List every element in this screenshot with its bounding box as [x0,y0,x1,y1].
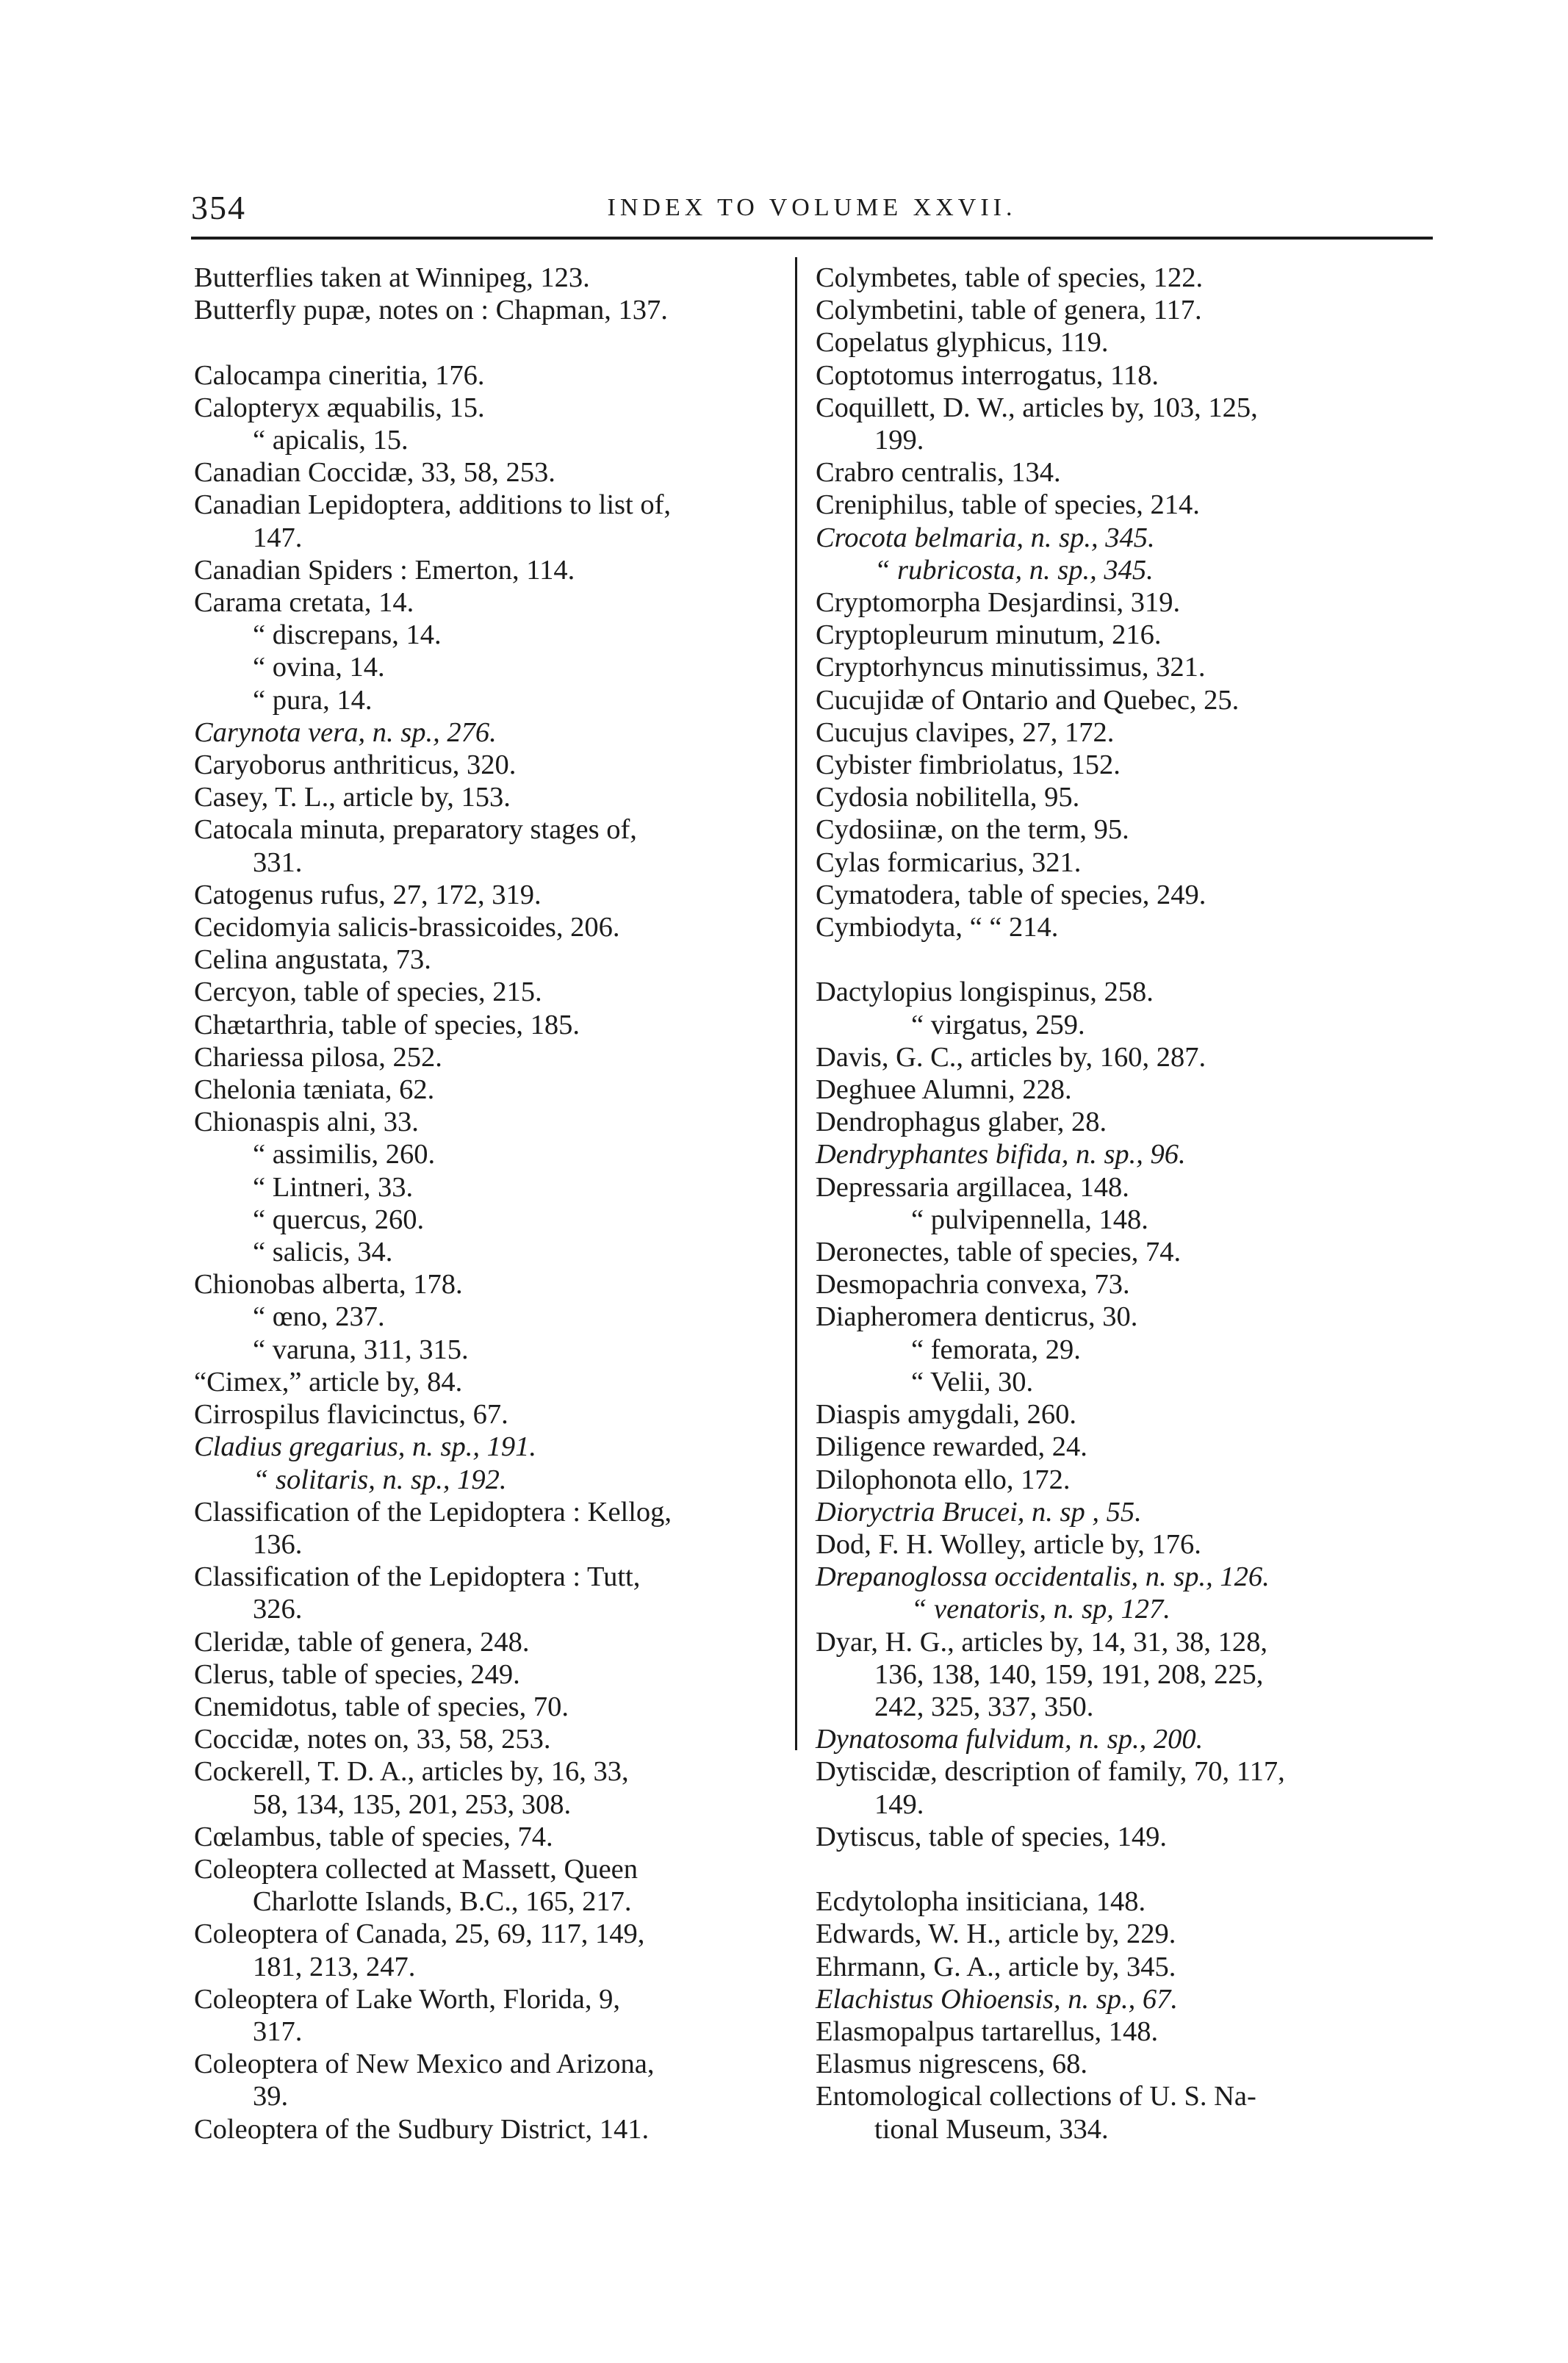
index-subentry: “ quercus, 260. [253,1204,425,1235]
index-entry: Ehrmann, G. A., article by, 345. [816,1951,1176,1982]
index-subentry: “ salicis, 34. [253,1237,393,1268]
index-entry: Edwards, W. H., article by, 229. [816,1918,1176,1950]
index-entry: Elachistus Ohioensis, n. sp., 67. [816,1983,1179,2015]
left-column [194,262,782,2146]
index-subentry: “ venatoris, n. sp, 127. [911,1594,1170,1625]
index-entry: Cecidomyia salicis-brassicoides, 206. [194,912,620,943]
index-entry: Coptotomus interrogatus, 118. [816,359,1159,391]
column-divider [795,257,797,1750]
index-entry: Elasmopalpus tartarellus, 148. [816,2015,1159,2047]
index-entry: Dytiscus, table of species, 149. [816,1821,1167,1852]
index-subentry: “ rubricosta, n. sp., 345. [874,554,1154,586]
index-entry: Cydosiinæ, on the term, 95. [816,814,1129,846]
index-entry: Canadian Lepidoptera, additions to list of, [194,489,672,521]
index-entry-continuation: 39. [253,2081,289,2112]
index-entry: Cybister fimbriolatus, 152. [816,749,1121,781]
index-entry: Casey, T. L., article by, 153. [194,782,511,813]
index-entry: Coccidæ, notes on, 33, 58, 253. [194,1724,551,1755]
index-entry: Coleoptera of Canada, 25, 69, 117, 149, [194,1918,645,1950]
index-entry: Crocota belmaria, n. sp., 345. [816,522,1155,553]
index-subentry: “ discrepans, 14. [253,619,442,651]
index-entry: Cylas formicarius, 321. [816,846,1082,878]
index-entry: “Cimex,” article by, 84. [194,1366,463,1398]
index-entry-continuation: 326. [253,1594,303,1625]
index-entry: Dynatosoma fulvidum, n. sp., 200. [816,1724,1204,1755]
index-entry: Chionobas alberta, 178. [194,1269,463,1301]
index-entry-continuation: 181, 213, 247. [253,1951,416,1982]
index-entry-continuation: 317. [253,2015,303,2047]
index-entry: Depressaria argillacea, 148. [816,1171,1129,1203]
index-entry: Cymbiodyta, “ “ 214. [816,912,1059,943]
index-entry: Carynota vera, n. sp., 276. [194,716,497,748]
page-number: 354 [191,189,246,226]
index-entry: Calocampa cineritia, 176. [194,359,485,391]
index-entry: Dendrophagus glaber, 28. [816,1107,1107,1138]
index-entry: Colymbetes, table of species, 122. [816,262,1204,293]
index-entry: Diligence rewarded, 24. [816,1431,1087,1463]
header-rule [191,237,1433,240]
index-entry: Canadian Spiders : Emerton, 114. [194,554,575,586]
index-entry: Cucujus clavipes, 27, 172. [816,716,1115,748]
index-subentry: “ œno, 237. [253,1301,385,1333]
index-subentry: “ pulvipennella, 148. [911,1204,1148,1235]
index-entry: Deronectes, table of species, 74. [816,1237,1182,1268]
section-gap [194,326,782,359]
right-column [816,262,1418,2146]
index-entry: Entomological collections of U. S. Na- [816,2081,1256,2112]
index-entry: Cockerell, T. D. A., articles by, 16, 33, [194,1756,629,1788]
index-entry: Dioryctria Brucei, n. sp , 55. [816,1496,1142,1528]
index-subentry: “ solitaris, n. sp., 192. [253,1464,507,1495]
index-entry: Classification of the Lepidoptera : Tutt, [194,1561,641,1593]
index-entry-continuation: Charlotte Islands, B.C., 165, 217. [253,1886,632,1918]
index-entry: Celina angustata, 73. [194,944,431,976]
index-entry: Diapheromera denticrus, 30. [816,1301,1138,1333]
index-entry: Dod, F. H. Wolley, article by, 176. [816,1528,1201,1560]
index-entry: Dilophonota ello, 172. [816,1464,1071,1495]
index-entry-continuation: 199. [874,425,924,456]
index-subentry: “ Velii, 30. [911,1366,1034,1398]
index-entry: Chætarthria, table of species, 185. [194,1009,580,1040]
index-entry-continuation: 136, 138, 140, 159, 191, 208, 225, [874,1658,1264,1690]
index-entry: Carama cretata, 14. [194,587,414,619]
index-subentry: “ pura, 14. [253,684,373,716]
index-subentry: “ apicalis, 15. [253,425,409,456]
index-entry: Cœlambus, table of species, 74. [194,1821,553,1852]
index-entry: Cladius gregarius, n. sp., 191. [194,1431,536,1463]
index-entry: Cnemidotus, table of species, 70. [194,1691,569,1722]
index-entry: Canadian Coccidæ, 33, 58, 253. [194,457,555,489]
index-entry: Desmopachria convexa, 73. [816,1269,1130,1301]
index-entry: Colymbetini, table of genera, 117. [816,295,1202,326]
index-entry: Coleoptera collected at Massett, Queen [194,1853,639,1885]
index-entry: Catocala minuta, preparatory stages of, [194,814,637,846]
index-entry: Coleoptera of the Sudbury District, 141. [194,2113,650,2145]
index-entry: Caryoborus anthriticus, 320. [194,749,517,781]
index-entry: Cymatodera, table of species, 249. [816,879,1206,910]
index-entry: Coleoptera of Lake Worth, Florida, 9, [194,1983,620,2015]
index-entry: Copelatus glyphicus, 119. [816,327,1109,359]
index-entry-continuation: 58, 134, 135, 201, 253, 308. [253,1788,572,1820]
index-entry: Dendryphantes bifida, n. sp., 96. [816,1139,1186,1170]
index-entry: Drepanoglossa occidentalis, n. sp., 126. [816,1561,1270,1593]
index-entry: Cydosia nobilitella, 95. [816,782,1080,813]
index-entry-continuation: 331. [253,846,303,878]
index-entry: Cucujidæ of Ontario and Quebec, 25. [816,684,1240,716]
index-entry: Cryptomorpha Desjardinsi, 319. [816,587,1181,619]
index-entry: Chionaspis alni, 33. [194,1107,419,1138]
index-entry: Coleoptera of New Mexico and Arizona, [194,2049,655,2080]
index-entry: Crabro centralis, 134. [816,457,1061,489]
index-subentry: “ Lintneri, 33. [253,1171,414,1203]
section-gap [816,943,1418,976]
index-subentry: “ assimilis, 260. [253,1139,436,1170]
section-gap [816,1853,1418,1885]
index-entry: Coquillett, D. W., articles by, 103, 125, [816,392,1258,423]
index-entry: Cercyon, table of species, 215. [194,977,542,1008]
index-entry: Cryptopleurum minutum, 216. [816,619,1162,651]
index-entry: Calopteryx æquabilis, 15. [194,392,485,423]
index-entry: Dyar, H. G., articles by, 14, 31, 38, 128, [816,1626,1268,1658]
index-entry: Catogenus rufus, 27, 172, 319. [194,879,542,910]
index-entry: Dytiscidæ, description of family, 70, 117, [816,1756,1285,1788]
index-entry: Chariessa pilosa, 252. [194,1041,442,1073]
index-entry: Dactylopius longispinus, 258. [816,977,1154,1008]
index-entry: Cirrospilus flavicinctus, 67. [194,1399,508,1431]
index-entry: Butterfly pupæ, notes on : Chapman, 137. [194,295,668,326]
page-header [191,188,1433,232]
index-entry: Cryptorhyncus minutissimus, 321. [816,652,1206,683]
index-entry: Butterflies taken at Winnipeg, 123. [194,262,590,293]
index-entry: Diaspis amygdali, 260. [816,1399,1077,1431]
index-entry: Classification of the Lepidoptera : Kellog, [194,1496,672,1528]
index-entry: Cleridæ, table of genera, 248. [194,1626,530,1658]
index-subentry: “ varuna, 311, 315. [253,1334,469,1365]
index-subentry: “ femorata, 29. [911,1334,1081,1365]
index-entry: Creniphilus, table of species, 214. [816,489,1200,521]
index-entry-continuation: 149. [874,1788,924,1820]
index-entry: Chelonia tæniata, 62. [194,1074,435,1106]
index-entry-continuation: 147. [253,522,303,553]
index-entry: Davis, G. C., articles by, 160, 287. [816,1041,1206,1073]
index-subentry: “ virgatus, 259. [911,1009,1085,1040]
running-head: INDEX TO VOLUME XXVII. [607,194,1017,221]
index-entry: Deghuee Alumni, 228. [816,1074,1072,1106]
index-subentry: “ ovina, 14. [253,652,385,683]
index-entry-continuation: tional Museum, 334. [874,2113,1109,2145]
index-entry-continuation: 136. [253,1528,303,1560]
index-entry-continuation: 242, 325, 337, 350. [874,1691,1094,1722]
index-entry: Elasmus nigrescens, 68. [816,2049,1087,2080]
index-entry: Clerus, table of species, 249. [194,1658,520,1690]
index-entry: Ecdytolopha insiticiana, 148. [816,1886,1146,1918]
